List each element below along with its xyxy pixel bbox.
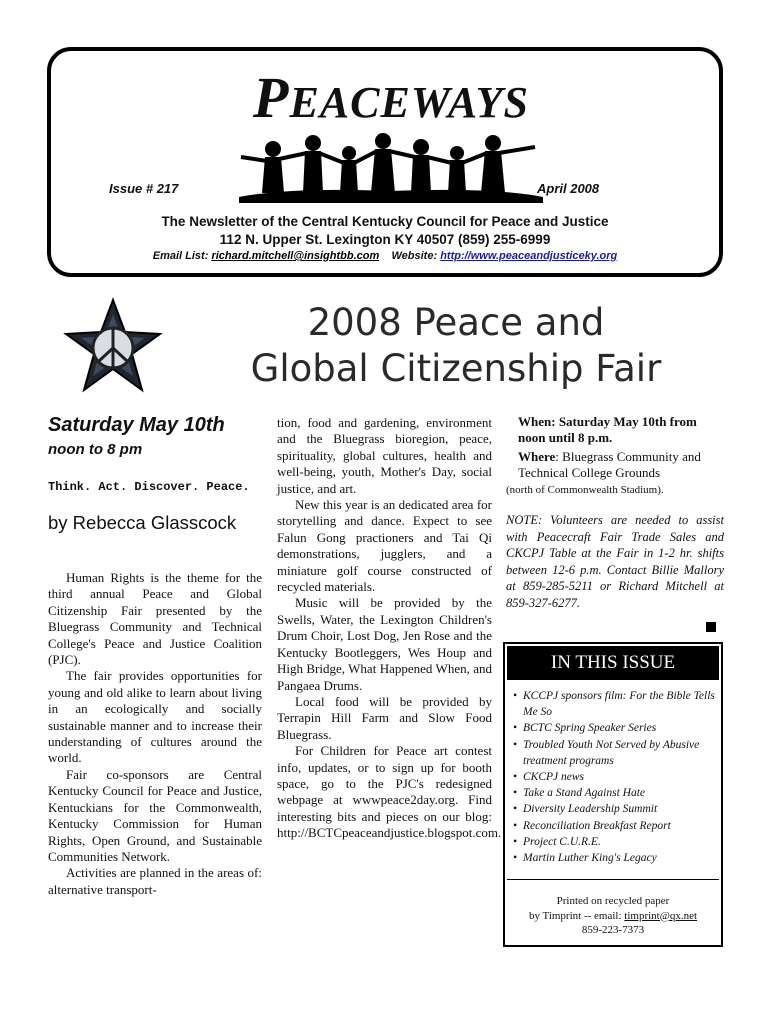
- list-item: • BCTC Spring Speaker Series: [513, 720, 717, 736]
- article-column-1: [48, 414, 262, 898]
- paragraph: Fair co-sponsors are Central Kentucky Council for Peace and Justice, Kentuckians for the Commonwealth, Kentucky Commission for Human Rights, Open Ground, and Sustainable Communities Network.: [48, 766, 262, 864]
- when-label: When: [518, 414, 552, 429]
- event-time: noon to 8 pm: [48, 441, 143, 458]
- where-line: [506, 449, 724, 482]
- list-item: • Project C.U.R.E.: [513, 834, 717, 850]
- divider: [507, 879, 719, 880]
- printer-email[interactable]: timprint@qx.net: [624, 909, 698, 922]
- contents-list: [513, 688, 717, 866]
- article-column-2: [277, 415, 502, 842]
- email-link[interactable]: richard.mitchell@insightbb.com: [211, 250, 380, 262]
- paragraph: New this year is an dedicated area for storytelling and dance. Expect to see Falun Gong practioners and Tai Qi demonstrations, jugglers, and a miniature golf course constructed of recycled materials.: [277, 497, 492, 595]
- paragraph: Activities are planned in the areas of: alternative transport-: [48, 865, 262, 897]
- article-byline: by Rebecca Glasscock: [48, 512, 237, 533]
- paragraph: Local food will be provided by Terrapin Hill Farm and Slow Food Bluegrass.: [277, 693, 492, 742]
- where-value: : Bluegrass Community and Technical College Grounds: [518, 448, 701, 481]
- square-bullet-icon: [706, 622, 716, 632]
- paragraph: The fair provides opportunities for young and old alike to learn about living in an ecologically and socially sustainable manner and to increase their understanding of cultures around the world.: [48, 668, 262, 766]
- contact-line: [51, 250, 719, 262]
- masthead: [47, 47, 723, 277]
- website-link[interactable]: http://www.peaceandjusticeky.org: [440, 250, 618, 262]
- in-this-issue-box: [503, 642, 723, 947]
- issue-number: Issue # 217: [109, 181, 179, 196]
- volunteer-note: NOTE: Volunteers are needed to assist with Peacecraft Fair Trade Sales and CKCPJ Table at the Fair in 1-2 hr. shifts between 12-6 p.m. Contact Billie Mallory at 859-285-5211 or Richard Mitchell at 859-327-6277.: [506, 513, 724, 610]
- newsletter-title: PEACEWAYS: [253, 65, 529, 130]
- printer-phone: 859-223-7373: [581, 924, 645, 936]
- issue-date: April 2008: [537, 181, 600, 196]
- list-item: • Troubled Youth Not Served by Abusive treatment programs: [513, 737, 717, 769]
- email-label: Email List:: [152, 250, 209, 262]
- where-label: Where: [518, 448, 556, 464]
- printer-email-line: by Timprint -- email: timprint@qx.net: [528, 909, 698, 922]
- list-item: • Diversity Leadership Summit: [513, 801, 717, 817]
- list-item: • Reconciliation Breakfast Report: [513, 818, 717, 834]
- paragraph-continued: tion, food and gardening, environment and the Bluegrass bioregion, peace, spirituality, global cultures, health and well-being, youth, Mother's Day, social justice, and art.: [277, 415, 492, 496]
- list-item: • KCCPJ sponsors film: For the Bible Tells Me So: [513, 688, 717, 720]
- headline-line-1: 2008 Peace and: [307, 301, 605, 344]
- website-label: Website:: [391, 250, 438, 262]
- headline-line-2: Global Citizenship Fair: [250, 347, 662, 390]
- article-body-1: [48, 570, 262, 898]
- in-this-issue-heading: IN THIS ISSUE: [507, 646, 719, 680]
- list-item: • Martin Luther King's Legacy: [513, 850, 717, 866]
- event-tagline: Think. Act. Discover. Peace.: [48, 480, 250, 494]
- paragraph: Music will be provided by the Swells, Water, the Lexington Children's Drum Choir, Lost Dog, Jen Rose and the Kentucky Bootleggers, Wes Houp and High Bridge, What Happened When, and Pangaea Drums.: [277, 595, 492, 693]
- event-details: [506, 414, 724, 611]
- printer-credit: [507, 894, 719, 938]
- list-item: • CKCPJ news: [513, 769, 717, 785]
- event-date: Saturday May 10th: [48, 414, 225, 436]
- list-item: • Take a Stand Against Hate: [513, 785, 717, 801]
- where-note: (north of Commonwealth Stadium).: [506, 483, 664, 496]
- when-line: [506, 414, 724, 447]
- newsletter-subtitle: The Newsletter of the Central Kentucky Council for Peace and Justice: [161, 214, 609, 229]
- printed-line: Printed on recycled paper: [556, 895, 670, 907]
- people-holding-hands-logo: [231, 117, 551, 203]
- when-value: : Saturday May 10th from noon until 8 p.m.: [518, 414, 697, 446]
- peace-star-icon: [62, 296, 164, 394]
- paragraph: For Children for Peace art contest info, updates, or to sign up for booth space, go to the PJC's redesigned webpage at wwwpeace2day.org. Find interesting bits and pieces on our blog: http://BCTCpeaceandjustice.blogspot.com.: [277, 743, 502, 841]
- fair-headline: [196, 300, 716, 392]
- paragraph: Human Rights is the theme for the third annual Peace and Global Citizenship Fair presented by the Bluegrass Community and Technical College's Peace and Justice Coalition (PJC).: [48, 570, 262, 668]
- newsletter-address: 112 N. Upper St. Lexington KY 40507 (859) 255-6999: [219, 232, 551, 247]
